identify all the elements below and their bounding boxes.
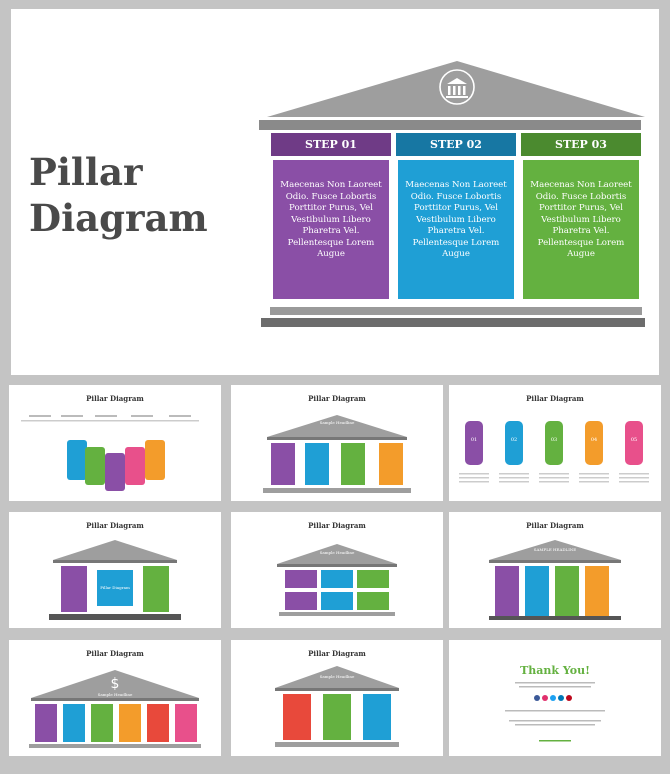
- pillar-capital: [259, 120, 641, 130]
- pillar-step-03: [521, 133, 641, 299]
- pillar-step-text: Maecenas Non Laoreet Odio. Fusce Lobortis Porttitor Purus, Vel Vestibulum Libero Pharetra Vel. Pellentesque Lorem Augue: [398, 160, 514, 299]
- number-label: 04: [590, 437, 598, 443]
- thumbnail-title: Pillar Diagram: [526, 394, 584, 403]
- pillar-diagram-center: [9, 512, 221, 628]
- thank-you-details: [449, 640, 661, 756]
- cylinder-diagram: [9, 385, 221, 501]
- thumbnail-slide-3[interactable]: [449, 385, 661, 501]
- thumbnail-slide-5[interactable]: [231, 512, 443, 628]
- main-slide[interactable]: [11, 9, 659, 375]
- thumbnail-slide-8[interactable]: [231, 640, 443, 756]
- pillar-grid-diagram: [231, 512, 443, 628]
- pillar-roof: [261, 57, 651, 121]
- thumbnail-headline: Sample Headline: [319, 420, 355, 425]
- number-label: 05: [630, 437, 638, 443]
- pillar-step-label: STEP 02: [396, 133, 516, 156]
- pillar-step-01: [271, 133, 391, 299]
- thumbnail-headline: Sample Headline: [319, 550, 355, 555]
- pillar-step-02: [396, 133, 516, 299]
- pillar-diagram-four-icons: [449, 512, 661, 628]
- pillar-step-label: STEP 03: [521, 133, 641, 156]
- pillar-base-top: [270, 307, 642, 315]
- thumbnail-headline: Sample Headline: [319, 674, 355, 679]
- pillar-step-label: STEP 01: [271, 133, 391, 156]
- thumbnail-title: Pillar Diagram: [308, 521, 366, 530]
- pillar-diagram-three: [231, 640, 443, 756]
- pillar-diagram-four: [231, 385, 443, 501]
- dollar-icon: $: [110, 676, 120, 692]
- number-label: 02: [510, 437, 518, 443]
- main-title: Pillar Diagram: [29, 150, 208, 240]
- thumbnail-slide-2[interactable]: [231, 385, 443, 501]
- pillar-step-text: Maecenas Non Laoreet Odio. Fusce Lobortis Porttitor Purus, Vel Vestibulum Libero Pharetra Vel. Pellentesque Lorem Augue: [273, 160, 389, 299]
- thumbnail-headline: Sample Headline: [97, 692, 133, 697]
- pillar-diagram-six: [9, 640, 221, 756]
- thumbnail-title: Pillar Diagram: [86, 521, 144, 530]
- thumbnail-slide-6[interactable]: [449, 512, 661, 628]
- thank-you-title: Thank You!: [520, 664, 590, 677]
- thumbnail-slide-9[interactable]: [449, 640, 661, 756]
- thumbnail-title: Pillar Diagram: [308, 649, 366, 658]
- pillar-base-bottom: [261, 318, 645, 327]
- number-label: 01: [470, 437, 478, 443]
- number-label: 03: [550, 437, 558, 443]
- thumbnail-title: Pillar Diagram: [86, 649, 144, 658]
- column-numbers-diagram: [449, 385, 661, 501]
- center-label: Pillar Diagram: [100, 585, 130, 590]
- thumbnail-headline: SAMPLE HEADLINE: [533, 547, 577, 552]
- thumbnail-title: Pillar Diagram: [86, 394, 144, 403]
- thumbnail-slide-7[interactable]: [9, 640, 221, 756]
- pillar-step-text: Maecenas Non Laoreet Odio. Fusce Lobortis Porttitor Purus, Vel Vestibulum Libero Pharetra Vel. Pellentesque Lorem Augue: [523, 160, 639, 299]
- thumbnail-slide-1[interactable]: [9, 385, 221, 501]
- thumbnail-title: Pillar Diagram: [308, 394, 366, 403]
- thumbnail-title: Pillar Diagram: [526, 521, 584, 530]
- thumbnail-slide-4[interactable]: [9, 512, 221, 628]
